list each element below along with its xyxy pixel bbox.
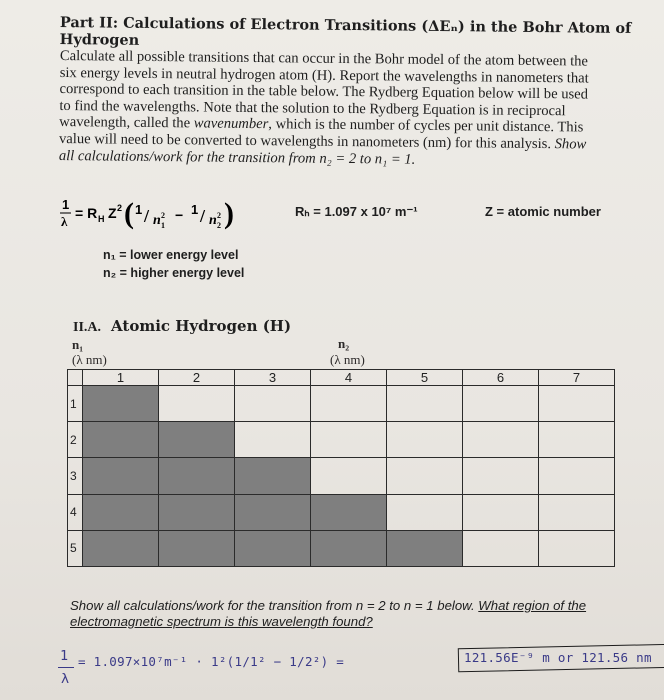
intro-italic: wavenumber [193, 115, 269, 133]
svg-text:/: / [200, 206, 206, 226]
svg-text:2: 2 [217, 211, 221, 220]
row-header: 4 [68, 494, 83, 530]
n2-unit-label: (λ nm) [330, 352, 365, 367]
row-header: 5 [68, 530, 83, 566]
col-header: 7 [539, 370, 615, 386]
table-cell[interactable] [387, 386, 463, 422]
table-cell[interactable] [539, 530, 615, 566]
col-header: 5 [387, 370, 463, 386]
intro-text: value will need to be converted to wavelengths in nanometers (nm) for this analysis. [58, 130, 555, 153]
section-number: II.A. [73, 320, 102, 335]
shaded-cell [83, 422, 159, 458]
shaded-cell [83, 386, 159, 422]
table-cell[interactable] [463, 422, 539, 458]
svg-text:H: H [98, 214, 105, 224]
question-prompt: Show all calculations/work for the transition from n = 2 to n = 1 below. [70, 598, 479, 613]
col-header: 6 [463, 370, 539, 386]
svg-text:−: − [175, 207, 184, 223]
intro-line: Calculate all possible transitions that can occur in the Bohr model of the atom between the [59, 48, 589, 70]
table-row [68, 386, 615, 422]
shaded-cell [83, 458, 159, 494]
svg-text:(: ( [124, 197, 134, 230]
table-header-row [68, 370, 615, 386]
table-row [68, 494, 615, 530]
intro-italic: Show [554, 136, 587, 153]
shaded-cell [83, 494, 159, 530]
shaded-cell [159, 458, 235, 494]
row-header: 3 [68, 458, 83, 494]
svg-text:2: 2 [161, 211, 165, 220]
shaded-cell [159, 530, 235, 566]
rydberg-equation-row [60, 192, 650, 236]
svg-text:/: / [144, 206, 150, 226]
n1-axis-label: n₁ [72, 337, 84, 352]
instructions-paragraph [59, 48, 638, 170]
shaded-cell [235, 458, 311, 494]
rydberg-equation-graphic [60, 192, 275, 236]
intro-line: correspond to each transition in the table below. The Rydberg Equation below will be used [59, 81, 589, 103]
svg-text:): ) [224, 197, 234, 230]
table-cell[interactable] [463, 458, 539, 494]
table-cell[interactable] [387, 494, 463, 530]
svg-text:λ: λ [61, 214, 68, 229]
table-cell[interactable] [463, 530, 539, 566]
shaded-cell [387, 530, 463, 566]
section-title: Atomic Hydrogen (H) [111, 317, 292, 335]
table-cell[interactable] [463, 386, 539, 422]
table-cell[interactable] [235, 422, 311, 458]
shaded-cell [83, 530, 159, 566]
table-cell[interactable] [235, 386, 311, 422]
svg-text:1: 1 [62, 197, 70, 212]
svg-text:1: 1 [191, 202, 199, 217]
svg-text:1: 1 [135, 202, 143, 217]
shaded-cell [311, 494, 387, 530]
row-header: 1 [68, 386, 83, 422]
col-header: 2 [159, 370, 235, 386]
table-cell[interactable] [387, 458, 463, 494]
intro-text: wavelength, called the [59, 114, 194, 132]
section-heading [73, 317, 291, 336]
svg-text:Z: Z [108, 205, 117, 221]
svg-text:= R: = R [75, 205, 98, 221]
svg-text:1: 1 [161, 221, 165, 230]
n1-definition: n₁ = lower energy level [103, 248, 239, 262]
col-header: 1 [83, 370, 159, 386]
level-definitions [103, 246, 244, 282]
svg-text:n: n [209, 213, 217, 228]
table-cell[interactable] [539, 494, 615, 530]
table-cell[interactable] [159, 386, 235, 422]
table-cell[interactable] [311, 422, 387, 458]
table-row [68, 458, 615, 494]
z-definition: Z = atomic number [485, 204, 601, 219]
svg-text:2: 2 [117, 203, 123, 213]
shaded-cell [235, 530, 311, 566]
transition-table [67, 369, 615, 567]
hw-fraction-denominator: λ [61, 671, 70, 687]
rydberg-equation [60, 192, 275, 236]
handwritten-work [58, 646, 658, 700]
hw-fraction-bar [58, 667, 74, 668]
col-header: 3 [235, 370, 311, 386]
shaded-cell [159, 422, 235, 458]
col-header: 4 [311, 370, 387, 386]
hw-calculation: = 1.097×10⁷m⁻¹ · 1²(1/1² − 1/2²) = [78, 654, 345, 669]
question-text [70, 598, 652, 630]
intro-line: six energy levels in neutral hydrogen atom (H). Report the wavelengths in nanometers that [59, 64, 589, 87]
question-underlined: What region of the electromagnetic spectrum is this wavelength found? [70, 598, 587, 629]
table-cell[interactable] [311, 386, 387, 422]
shaded-cell [311, 530, 387, 566]
svg-text:2: 2 [217, 221, 221, 230]
hw-answer: 121.56E⁻⁹ m or 121.56 nm [464, 650, 652, 665]
table-cell[interactable] [311, 458, 387, 494]
n1-unit-label: (λ nm) [72, 352, 107, 367]
rydberg-constant: Rₕ = 1.097 x 10⁷ m⁻¹ [295, 204, 418, 219]
table-cell[interactable] [387, 422, 463, 458]
shaded-cell [159, 494, 235, 530]
table-cell[interactable] [539, 458, 615, 494]
hw-fraction-numerator: 1 [60, 648, 69, 664]
table-cell[interactable] [539, 422, 615, 458]
table-cell[interactable] [463, 494, 539, 530]
n2-definition: n₂ = higher energy level [103, 266, 245, 280]
intro-italic: all calculations/work for the transition from n₂ = 2 to n₁ = 1. [58, 147, 416, 168]
part-title: Part II: Calculations of Electron Transitions (ΔEₙ) in the Bohr Atom of Hydrogen [59, 14, 632, 49]
intro-text: , which is the number of cycles per unit distance. This [268, 116, 584, 136]
n2-axis-label: n₂ [338, 336, 350, 351]
intro-line: to find the wavelengths. Note that the solution to the Rydberg Equation is in reciprocal [59, 97, 566, 120]
table-corner [68, 370, 83, 386]
table-row [68, 530, 615, 566]
row-header: 2 [68, 422, 83, 458]
table-cell[interactable] [539, 386, 615, 422]
table-row [68, 422, 615, 458]
shaded-cell [235, 494, 311, 530]
svg-text:n: n [153, 213, 161, 228]
